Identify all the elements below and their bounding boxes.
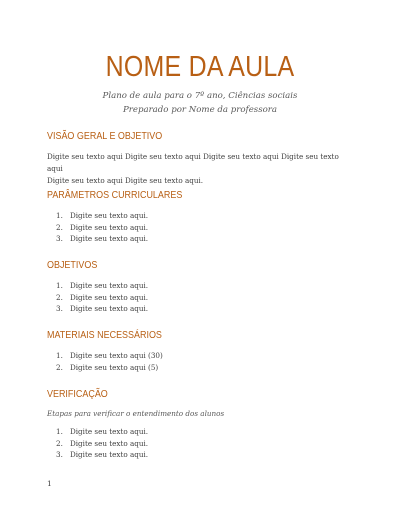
list-number: 3. xyxy=(56,450,63,460)
list-item-text: Digite seu texto aqui. xyxy=(70,211,149,220)
list-number: 1. xyxy=(56,351,63,360)
list-item[interactable] xyxy=(56,280,148,292)
list-number: 2. xyxy=(56,362,63,372)
list-item[interactable] xyxy=(56,449,148,461)
materials-list xyxy=(56,350,163,373)
curriculum-list xyxy=(56,210,148,245)
list-item[interactable] xyxy=(56,362,163,374)
list-number: 1. xyxy=(56,281,63,290)
list-item[interactable] xyxy=(56,350,163,362)
list-number: 1. xyxy=(56,211,63,220)
list-item[interactable] xyxy=(56,303,148,315)
list-item-text: Digite seu texto aqui. xyxy=(70,304,149,314)
list-number: 2. xyxy=(56,438,63,448)
overview-line-2: Digite seu texto aqui Digite seu texto aqui. xyxy=(47,176,204,185)
list-item-text: Digite seu texto aqui (30) xyxy=(70,351,163,360)
list-item[interactable] xyxy=(56,233,148,245)
heading-overview[interactable]: VISÃO GERAL E OBJETIVO xyxy=(47,131,163,142)
list-item-text: Digite seu texto aqui. xyxy=(70,222,149,232)
lesson-title[interactable]: NOME DA AULA xyxy=(105,51,295,83)
list-item-text: Digite seu texto aqui. xyxy=(70,427,149,436)
page-number: 1 xyxy=(47,479,52,488)
heading-verification[interactable]: VERIFICAÇÃO xyxy=(47,389,108,400)
overview-paragraph[interactable] xyxy=(47,151,347,187)
list-item-text: Digite seu texto aqui. xyxy=(70,281,149,290)
subtitle-grade-subject[interactable]: Plano de aula para o 7º ano, Ciências sociais xyxy=(102,91,298,101)
list-item[interactable] xyxy=(56,210,148,222)
list-item-text: Digite seu texto aqui. xyxy=(70,292,149,302)
list-item-text: Digite seu texto aqui (5) xyxy=(70,362,159,372)
list-item-text: Digite seu texto aqui. xyxy=(70,438,149,448)
list-item[interactable] xyxy=(56,222,148,234)
objectives-list xyxy=(56,280,148,315)
list-number: 3. xyxy=(56,304,63,314)
list-number: 3. xyxy=(56,234,63,244)
list-item[interactable] xyxy=(56,438,148,450)
verification-list xyxy=(56,426,148,461)
list-item-text: Digite seu texto aqui. xyxy=(70,234,149,244)
heading-objectives[interactable]: OBJETIVOS xyxy=(47,260,98,271)
list-item[interactable] xyxy=(56,292,148,304)
overview-line-1: Digite seu texto aqui Digite seu texto aqui Digite seu texto aqui Digite seu texto aqui xyxy=(47,152,339,173)
list-number: 2. xyxy=(56,222,63,232)
list-item-text: Digite seu texto aqui. xyxy=(70,450,149,460)
subtitle-teacher[interactable]: Preparado por Nome da professora xyxy=(122,105,278,115)
verification-intro[interactable]: Etapas para verificar o entendimento dos alunos xyxy=(47,409,225,418)
list-item[interactable] xyxy=(56,426,148,438)
list-number: 2. xyxy=(56,292,63,302)
heading-materials[interactable]: MATERIAIS NECESSÁRIOS xyxy=(47,330,162,341)
heading-curriculum[interactable]: PARÂMETROS CURRICULARES xyxy=(47,190,183,201)
list-number: 1. xyxy=(56,427,63,436)
